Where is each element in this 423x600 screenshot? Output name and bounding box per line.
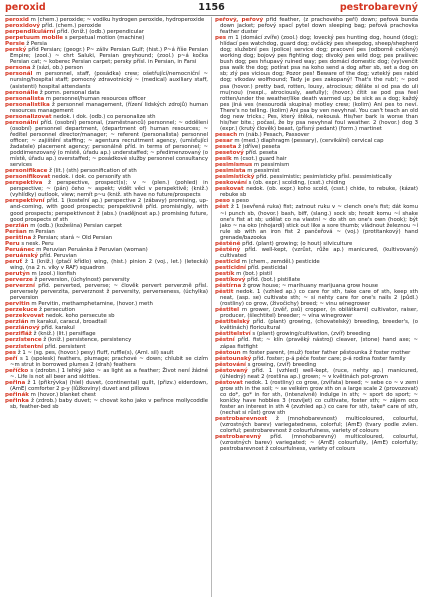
entry-definition: příd. well-kept, (vzrůst, růže ap.) manicured, (kultivovaný) cultivated bbox=[220, 246, 418, 259]
entry-headword: peří bbox=[5, 355, 18, 362]
dictionary-entry bbox=[5, 259, 208, 271]
entry-definition: příd. Peruvian bbox=[39, 252, 77, 259]
entry-headword: pesticidní bbox=[215, 264, 246, 271]
entry-headword: personalistika bbox=[5, 101, 50, 108]
entry-headword: pěstěný bbox=[215, 246, 241, 253]
dictionary-entry bbox=[215, 247, 418, 259]
entry-definition: příd. (chem.) peroxide bbox=[41, 23, 102, 30]
entry-definition: ž personnel management, (řízení lidských zdrojů) human resources management bbox=[10, 101, 208, 114]
entry-headword: pesar bbox=[215, 137, 233, 144]
entry-definition: m (chem., zemděl.) pesticide bbox=[241, 258, 320, 265]
entry-headword: pěstounský bbox=[215, 355, 252, 362]
entry-headword: Peruánec bbox=[5, 246, 35, 253]
entry-definition: příd. (osobní) personal, (zaměstnanců) personnel; ~ oddělení (osobní) personnel department, (department of) human resources; ~ ředitel personnel director/manager; ~ referent (personalista) personnel officer; ~ zajištění staffing; ~ agentura recruitment agency, (umísťující žadatele) placement agency; personálně příd. in terms of personnel; ~ poddimenzovaný (o místě, úřadu ap.) understaffed; ~ předimenzovaný (o místě, úřadu ap.) overstaffed; ~ posádkové služby personnel consultancy services bbox=[10, 119, 208, 169]
entry-headword: pesik bbox=[215, 156, 232, 163]
entry-headword: pěst bbox=[215, 204, 229, 211]
entry-headword: personifikovat bbox=[5, 174, 51, 181]
entry-headword: peroxidový bbox=[5, 23, 41, 30]
entry-headword: peřinka bbox=[5, 397, 29, 404]
entry-definition: m Peruvian Peruánka ž Peruvian (woman) bbox=[36, 246, 148, 253]
entry-headword: perzistence bbox=[5, 337, 42, 344]
entry-definition: m (chem.) peroxide; ~ vodíku hydrogen peroxide, hydroperoxide bbox=[30, 17, 205, 23]
dictionary-entry bbox=[215, 368, 418, 380]
dictionary-entry bbox=[215, 35, 418, 132]
entry-definition: ž (kniž.) persistence, persistency bbox=[43, 337, 132, 344]
entry-headword: pesimista bbox=[215, 168, 246, 175]
entry-definition: příd. (bot.) pistillate bbox=[247, 277, 301, 284]
dictionary-entry bbox=[215, 307, 418, 319]
entry-headword: personalizovat bbox=[5, 113, 52, 120]
entry-headword: perspektiva bbox=[5, 180, 43, 187]
entry-headword: pestíkový bbox=[215, 277, 246, 284]
entry-headword: perverzní bbox=[5, 283, 35, 290]
entry-definition: nedok. koho persecute sb bbox=[45, 313, 115, 320]
dictionary-entry bbox=[215, 337, 418, 349]
entry-headword: pěstovat bbox=[215, 379, 243, 386]
column-separator bbox=[211, 17, 212, 597]
entry-headword: pěstní bbox=[215, 337, 235, 344]
entry-headword: personál bbox=[5, 71, 33, 78]
dictionary-entry bbox=[5, 356, 208, 368]
entry-definition: m (med.) diaphragm (pessary), (cervikální) cervical cap bbox=[234, 137, 384, 144]
entry-definition: s (plant) growing/cultivation, (zvíř) breeding bbox=[252, 331, 371, 338]
entry-headword: pěstěně bbox=[215, 240, 241, 247]
header-rule bbox=[5, 15, 418, 16]
page-number: 1156 bbox=[198, 2, 225, 13]
entry-headword: personalista bbox=[5, 95, 45, 102]
entry-headword: perzián bbox=[5, 222, 29, 229]
entry-headword: peskovat bbox=[215, 186, 244, 193]
dictionary-entry bbox=[215, 289, 418, 307]
left-guide-word: peroxid bbox=[5, 2, 46, 13]
entry-definition: s perpetual motion (machine) bbox=[64, 35, 145, 42]
dictionary-entry bbox=[5, 198, 208, 222]
entry-headword: pes bbox=[215, 35, 227, 42]
entry-definition: příd. pessimistic; pesimisticky přísl. pessimistically bbox=[256, 174, 392, 181]
entry-definition: příd. peseta bbox=[245, 150, 278, 157]
entry-headword: pěstit bbox=[215, 289, 234, 296]
entry-definition: nedok. 1 (rostliny) co grow, (zvířata) breed; ~ sebe co ~ v zemi grow sth in the soil; ~ se velkém grow sth on a large scale 2 (provozovat) co do*, go* in for sth, (intenzívně) indulge in sth; ~ sport do sport; ~ koníčky have hobbies 3 (rozvíjet) co cultivate, foster sth; ~ zájem oco foster an interest in sth 4 (zvzhled ap.) co care for sth, take* care of sth, (nechat si růst) grow sth bbox=[220, 379, 418, 417]
entry-definition: ž (zdrob.) baby duvet; ~ chovat koho jako v peřince mollycoddle sb, feather-bed sb bbox=[10, 397, 208, 410]
entry-headword: perverze bbox=[5, 277, 33, 284]
entry-headword: pěstitelství bbox=[215, 331, 251, 338]
entry-headword: pěstování bbox=[215, 361, 246, 368]
entry-headword: perzián bbox=[5, 319, 29, 326]
entry-definition: příd Persian; (geogr.) P~ záliv Persian Gulf; (hist.) P~á říše Persian Empire; (zool.) ~ chrt Saluki, Persian greyhound; (zool.) p~á kočka Persian cat; ~ koberec Persian carpet; persky přísl. in Persian, in Farsi bbox=[10, 47, 208, 66]
entry-definition: příd. foster; p-á péče foster care; p-á rodina foster family bbox=[253, 355, 406, 362]
dictionary-entry bbox=[5, 71, 208, 89]
entry-definition: nedok. 1 (vzhled ap.) co care for sth, take care of sth, keep sth neat, (asp. se) cultivate sth; ~ si nehty care for one's nails 2 (půdl.) (rostliny) co grow, (živočichy) breed; ~ vinu winegrower bbox=[220, 289, 418, 308]
dictionary-entry bbox=[215, 416, 418, 434]
entry-headword: perština bbox=[5, 234, 32, 241]
entry-definition: s peso bbox=[231, 198, 249, 205]
entry-definition: ž grow house; ~ marihuany marijuana grow house bbox=[242, 283, 379, 290]
entry-headword: pestík bbox=[215, 270, 235, 277]
entry-headword: perutýn bbox=[5, 270, 30, 277]
entry-definition: m (zool.) lionfish bbox=[31, 270, 77, 277]
dictionary-entry bbox=[215, 319, 418, 331]
entry-definition: příd. (mnohobarevný) multicoloured, colourful, (vzrostných barev) variegated; ~ (AmE) colourfully, (AmE) colorfully; pestrobarevnost ž colourfulness, variety of colours bbox=[220, 434, 418, 453]
entry-definition: příd feather, (z prachového peří) down; peřová bunda down jacket; peřový spací pytel down sleeping bag; peřová prachovka feather duster bbox=[220, 17, 418, 36]
entry-definition: ž 1 (sevřená ruka) fist; zatnout ruku v ~ clench one's fist; dát komu ~i punch sb, (hovor.) bash, biff, (slang.) sock sb; hrozit komu ~í shake one's fist at sb; udělat co na vlastní ~ do sth on one's own (hook); být jako ~ na oko (nhojardí) stick out like a sore thumb; vládnout železnou ~í rule sb with an iron fist 2 pančeřová ~ (voj.) (protitankový) hand grenade/bazooka bbox=[220, 204, 418, 241]
entry-definition: m Pervitin, methamphetamine, (hovor.) meth bbox=[31, 301, 153, 308]
entry-definition: příd. (kniž.) (odb.) perpendicular bbox=[57, 29, 144, 36]
entry-definition: příd. (plant) growing, (chovatelský) breeding, breeder's, (o květinách) floricultural bbox=[220, 319, 418, 332]
entry-headword: peskování bbox=[215, 180, 247, 187]
entry-headword: Peršan bbox=[5, 228, 27, 235]
dictionary-entry bbox=[5, 102, 208, 114]
entry-definition: m karakul, caracul, broadtail bbox=[30, 319, 107, 326]
entry-definition: m (bot.) pistil bbox=[236, 270, 273, 277]
entry-headword: pěstoun bbox=[215, 349, 241, 356]
entry-definition: příd. karakul bbox=[41, 325, 75, 332]
entry-definition: m foster parent, (muž) foster father pěstounka ž foster mother bbox=[242, 349, 411, 356]
entry-definition: s 1 (spolesk) feathers, plumage; prachové ~ down; chlubit se cizím ~m strut in borrowed plumes 2 (drah) feathers bbox=[10, 355, 208, 368]
entry-definition: ž 1 ~ (sg. pes, (hovor.) pesy) fluff, ruffle(s), (Aml. sil) sault bbox=[17, 349, 174, 356]
entry-headword: pestrobarevnost bbox=[215, 416, 268, 423]
entry-definition: ž persecution bbox=[39, 307, 76, 314]
entry-headword: peřový, peřový bbox=[215, 17, 264, 23]
entry-headword: perzifláž bbox=[5, 331, 32, 338]
entry-headword: perský bbox=[5, 47, 27, 54]
dictionary-entry bbox=[5, 398, 208, 410]
entry-definition: m grower, (zvěř, psů) cropper, (n obilátkami) cultivator, raiser, producer, (šlechtitel) breeder; ~ vína winegrower bbox=[220, 307, 418, 320]
entry-headword: Persie bbox=[5, 41, 25, 48]
dictionary-entry bbox=[215, 380, 418, 416]
entry-definition: příd. persistent bbox=[44, 343, 86, 350]
entry-headword: pervitin bbox=[5, 301, 30, 308]
entry-definition: ž (sází, ob.) person bbox=[32, 65, 83, 72]
entry-headword: perpendikulární bbox=[5, 29, 56, 36]
left-column bbox=[5, 17, 208, 598]
dictionary-entry bbox=[5, 368, 208, 380]
entry-headword: perzekvovat bbox=[5, 313, 44, 320]
entry-headword: perspektivní bbox=[5, 198, 45, 205]
entry-definition: příd. 1 (vzhled) well-kept, (ruce, nehty ap.) manicured, (úhledný) neat 2 (rostlina ap.) grown; ~ v květinách pot-grown bbox=[220, 367, 418, 380]
entry-headword: perpetuum mobile bbox=[5, 35, 64, 42]
entry-headword: peroxid bbox=[5, 17, 29, 23]
dictionary-entry bbox=[215, 17, 418, 35]
dictionary-entry bbox=[215, 434, 418, 452]
entry-definition: nedok. (ob. expr.) koho scold, (csst.) chide, to rebuke, (kázat) rebuke sb bbox=[220, 186, 418, 199]
dictionary-entry bbox=[5, 283, 208, 301]
entry-headword: personifikace bbox=[5, 168, 48, 175]
entry-headword: pěstírna bbox=[215, 283, 242, 290]
entry-definition: m Persian bbox=[28, 228, 55, 235]
entry-definition: příd. (plant) growing; (o hout) silviculture bbox=[242, 240, 353, 247]
entry-definition: m pessimist bbox=[247, 168, 280, 175]
entry-definition: ž (dříve) peseta bbox=[238, 143, 281, 150]
dictionary-entry bbox=[215, 204, 418, 240]
right-guide-word: pestrobarevný bbox=[339, 2, 418, 13]
entry-headword: Peru bbox=[5, 240, 20, 247]
entry-headword: pěstitelský bbox=[215, 319, 250, 326]
entry-definition: příd. 1 (kostelní ap.) perspective 2 (zábavy) promising, up-and-coming, with good prospects; perspektivně příd. promisingly, with good prospects; perspektivnost ž (abs.) (nadějnost ap.) promising future, good prospects of sth bbox=[10, 198, 208, 223]
entry-definition: ž (lit.) (sth) personification of sth bbox=[49, 168, 137, 175]
entry-definition: příd. perverted, perverse; ~ člověk pervert perverzně přísl. perversely perverzita, perverznost ž perversity, perverseness, (úchylka) perversion bbox=[10, 283, 208, 302]
entry-headword: peso bbox=[215, 198, 230, 205]
entry-headword: perzekuce bbox=[5, 307, 38, 314]
entry-definition: příd. pesticidal bbox=[247, 264, 288, 271]
entry-headword: pestrobarevný bbox=[215, 434, 262, 441]
entry-headword: peruánský bbox=[5, 252, 38, 259]
entry-headword: pesimismus bbox=[215, 162, 253, 169]
entry-headword: peřina bbox=[5, 379, 26, 386]
dictionary-entry bbox=[5, 380, 208, 392]
entry-headword: pesach bbox=[215, 131, 238, 138]
entry-headword: peruť bbox=[5, 258, 23, 265]
page-header bbox=[5, 2, 418, 16]
entry-definition: ž pomn. personal data bbox=[39, 89, 100, 96]
right-column bbox=[215, 17, 418, 598]
entry-headword: peříčko bbox=[5, 367, 29, 374]
entry-definition: ž 1 (kniž.) (ptačí křídlo) wing, (hist.) pinion 2 (voj., let.) (letecká) wing, (na 2 n. víky v RAF) squadron bbox=[10, 258, 208, 271]
entry-headword: persona bbox=[5, 65, 31, 72]
entry-headword: perzistentní bbox=[5, 343, 44, 350]
entry-definition: s (ob. expr.) scolding, (csst.) chiding bbox=[248, 180, 346, 187]
entry-definition: m personnel/human resources officer bbox=[45, 95, 146, 102]
entry-definition: m pessimism bbox=[253, 162, 290, 169]
entry-headword: pesetový bbox=[215, 150, 244, 157]
entry-definition: ž Persia bbox=[26, 41, 47, 48]
dictionary-entry bbox=[5, 47, 208, 65]
entry-headword: pesticid bbox=[215, 258, 240, 265]
entry-headword: pěstovaný bbox=[215, 367, 248, 374]
entry-headword: peřinák bbox=[5, 391, 29, 398]
dictionary-entry bbox=[215, 186, 418, 198]
entry-headword: personální bbox=[5, 119, 39, 126]
entry-definition: nedok. i dok. (odb.) co personalize sth bbox=[53, 113, 156, 120]
entry-definition: s growing, (zvíř) breeding bbox=[247, 361, 317, 368]
entry-definition: s (zdrobn.) 1 lehký jako ~ as light as a feather; Život není žádné ~. Life is not all beer and skittles. bbox=[10, 367, 208, 380]
dictionary-entry bbox=[5, 120, 208, 168]
entry-definition: ž 1 (přikrývka) (hiel) duvet, (continental) quilt, (přizv.) eiderdown, (AmE) comforter 2 p-y (lůžkoviny) duvet and pillows bbox=[10, 379, 208, 392]
entry-definition: nedok. i dok. co personify sth bbox=[52, 174, 131, 181]
entry-definition: ž Persian; stará ~ Old Persian bbox=[32, 234, 113, 241]
entry-definition: m (hovor.) blanket chest bbox=[30, 391, 96, 398]
entry-definition: příd. fist; ~ klín (pravěký nástroj) cleaver, (stone) hand axe; ~ zápas fistfight bbox=[220, 337, 418, 350]
entry-headword: pes bbox=[5, 349, 17, 356]
entry-definition: ž perversion, (úchylnost) perversity bbox=[34, 277, 130, 284]
entry-definition: m (náb.) Pesach, Passover bbox=[238, 131, 310, 138]
entry-definition: m (csot.) guard hair bbox=[233, 156, 287, 163]
entry-headword: pěstitel bbox=[215, 307, 240, 314]
entry-headword: peseta bbox=[215, 143, 237, 150]
entry-definition: s nesk. Peru bbox=[21, 240, 54, 247]
entry-definition: ž perspective, prospect(s); v ~ (plen.) (pohled) in perspective; ~ (pán) čeho ~ aspekt; vidět věci v perspektivě; (kniž.) (vyhlídky) outlook, view; nemít p~u (kniž. sth have no future/prospects bbox=[10, 180, 208, 199]
entry-definition: m personnel, staff, (posádka) crew; ošetřující/nemocniční ~ nursing/hospital staff; pomocný zdravotnický ~ (medical) auxiliary staff, (asistenti) hospital attendants bbox=[10, 71, 208, 90]
entry-headword: perziánový bbox=[5, 325, 40, 332]
entry-definition: m (odb.) (kožešina) Persian carpet bbox=[30, 222, 123, 229]
entry-definition: m 1 (domácí zvíře) (zool.) dog; lovecký pes hunting dog, hound (dog); hlídací pes watchdog, guard dog; ovčácký pes sheepdog, sheep/shepherd dog; služební pes (police) service dog; pracovní pes (odborně cvičený) working dog; bojový pes fighting dog; divoký pes wild dog; pes prašivec bush dog; pes hňupavý ruined way; pes domácí domestic dog; (vy)venčit psa walk the dog; potírat psa na koho send a dog after sb, set a dog on sb; zlý pes vicious dog; Pozor pes! Beware of the dog; vzteklý pes rabid dog; vlkodav wolfhound; Tady je pes zakopaný! That's the rub!; ~ pod psa (hovor.) pretty bad, rotten, lousy, atrocious; děláte si od psa do uli mu(nou) (nexpl., atrociously, awfully); (hovor.) čítit se pod psa feel rotten/under the weather/like death warmed up; be sick as a dog; každý pes jiná ves (nesourodá skupina) motley crew; (kolim) Ani pes to neví. There's no telling. (kolim) Ani psa by ven nevyhnal. You can't teach an old dog new tricks.; Pes, který štěká, nekousá. His/her bark is worse than his/her bite.; počasí, že by psa nevyhnal foul weather. 2 (hovor.) dog 3 (expr.) (krutý člověk) beast, (přísný pedant) (form.) martinet bbox=[220, 35, 418, 132]
dictionary-entry bbox=[5, 180, 208, 198]
entry-definition: ž (kniž.) (lit.) persiflage bbox=[33, 331, 96, 338]
entry-definition: ž (mnohobarevnost) multicoloured, colourful, (vzrostných barev) variegatedness, colorful; (AmE) (tvary podle zvlen. colorful; pestrobarevnost ž colourfulness, variety of colours bbox=[220, 416, 418, 435]
entry-headword: personálie bbox=[5, 89, 39, 96]
entry-headword: pesimistický bbox=[215, 174, 255, 181]
